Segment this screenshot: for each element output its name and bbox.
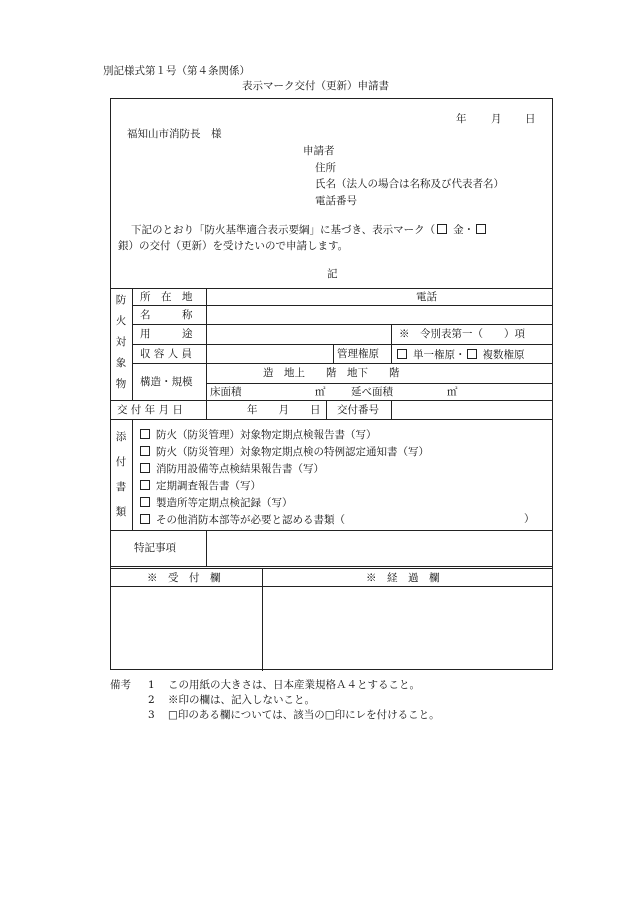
body-line-1: 下記のとおり「防火基準適合表示要綱」に基づき、表示マーク（ 金・ <box>131 224 486 236</box>
note-number: 3 <box>148 709 155 721</box>
attachment-item[interactable]: 防火（防災管理）対象物定期点検報告書（写） <box>140 429 377 441</box>
capacity-label: 収 容 人 員 <box>140 348 193 360</box>
attachment-checkbox[interactable] <box>140 463 150 473</box>
date-year[interactable]: 年 <box>456 113 467 125</box>
note-text: この用紙の大きさは、日本産業規格Ａ４とすること。 <box>168 679 420 691</box>
object-phone-label: 電話 <box>416 291 437 303</box>
body-line-2: 銀）の交付（更新）を受けたいので申請します。 <box>118 240 349 252</box>
attachment-checkbox[interactable] <box>140 480 150 490</box>
total-area-unit: ㎡ <box>447 386 458 398</box>
floor-area-unit: ㎡ <box>315 386 326 398</box>
use-class-label: ※ 令別表第一（ ）項 <box>399 328 525 340</box>
applicant-label: 申請者 <box>303 145 335 157</box>
attachment-item[interactable]: 消防用設備等点検結果報告書（写） <box>140 463 324 475</box>
note-text: ※印の欄は、記入しないこと。 <box>168 694 315 706</box>
mgmt-authority-label: 管理権原 <box>337 348 379 360</box>
application-form <box>110 98 553 670</box>
attachment-checkbox[interactable] <box>140 514 150 524</box>
silver-checkbox[interactable] <box>476 224 486 234</box>
attachment-item[interactable]: 防火（防災管理）対象物定期点検の特例認定通知書（写） <box>140 446 429 458</box>
use-label: 用 途 <box>140 328 193 340</box>
issue-date-label: 交 付 年 月 日 <box>117 404 183 416</box>
issue-date-value[interactable]: 年 月 日 <box>247 404 321 416</box>
issue-number-label: 交付番号 <box>337 404 379 416</box>
authority-options: 単一権原・ 複数権原 <box>397 349 525 361</box>
total-area-label: 延べ面積 <box>351 386 393 398</box>
attachment-checkbox[interactable] <box>140 429 150 439</box>
location-label: 所 在 地 <box>140 291 193 303</box>
date-month[interactable]: 月 <box>491 113 502 125</box>
attachment-item[interactable]: その他消防本部等が必要と認める書類（ <box>140 514 345 526</box>
form-label: 別記様式第１号（第４条関係） <box>103 65 250 77</box>
structure-label: 構造・規模 <box>140 376 193 388</box>
ki-label: 記 <box>327 268 338 280</box>
single-authority-checkbox[interactable] <box>397 349 407 359</box>
phone-label[interactable]: 電話番号 <box>315 195 357 207</box>
remarks-label: 特記事項 <box>134 542 176 554</box>
multiple-authority-checkbox[interactable] <box>467 349 477 359</box>
note-number: 2 <box>148 694 155 706</box>
gold-checkbox[interactable] <box>437 224 447 234</box>
notes-label: 備考 <box>110 679 131 691</box>
name-label[interactable]: 氏名（法人の場合は名称及び代表者名） <box>315 178 504 190</box>
attachment-item[interactable]: 製造所等定期点検記録（写） <box>140 497 293 509</box>
structure-line[interactable]: 造 地上 階 地下 階 <box>263 367 400 379</box>
note-text: □印のある欄については、該当の□印にレを付けること。 <box>168 709 440 721</box>
attachment-checkbox[interactable] <box>140 446 150 456</box>
attachment-item[interactable]: 定期調査報告書（写） <box>140 480 261 492</box>
object-group-label: 防 火 対 象 物 <box>115 294 127 390</box>
progress-column-header: ※ 経 過 欄 <box>366 572 440 584</box>
object-name-label: 名 称 <box>140 309 193 321</box>
attachment-checkbox[interactable] <box>140 497 150 507</box>
reception-column-header: ※ 受 付 欄 <box>147 572 221 584</box>
attachments-group-label: 添 付 書 類 <box>115 431 127 518</box>
attachment-close-paren: ） <box>524 513 535 525</box>
addressee: 福知山市消防長 様 <box>127 128 222 140</box>
floor-area-label: 床面積 <box>210 386 242 398</box>
address-label[interactable]: 住所 <box>315 162 336 174</box>
note-number: 1 <box>148 679 155 691</box>
date-day[interactable]: 日 <box>525 113 536 125</box>
form-title: 表示マーク交付（更新）申請書 <box>242 80 389 92</box>
